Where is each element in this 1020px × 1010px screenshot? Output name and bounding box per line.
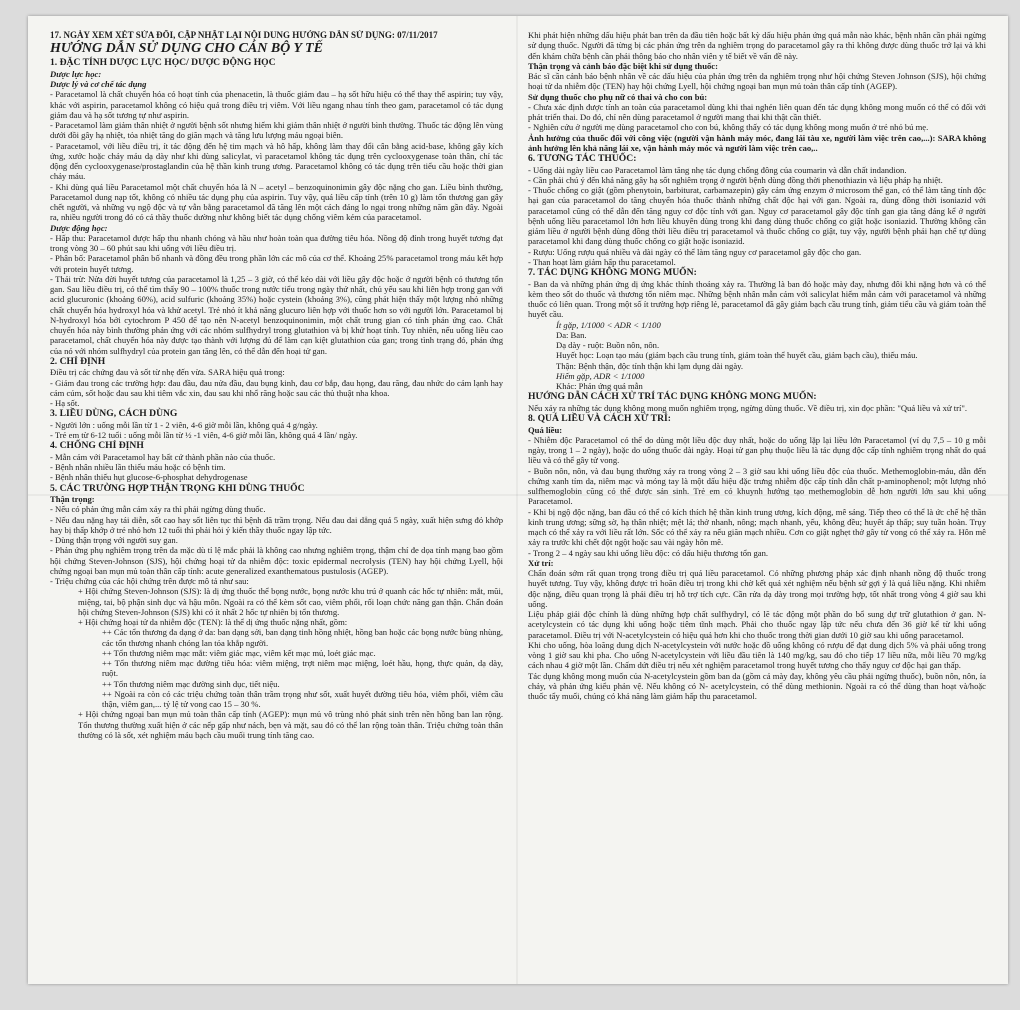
paragraph: - Than hoạt làm giảm hấp thu paracetamol. xyxy=(528,256,676,267)
subheading: Dược lý và cơ chế tác dụng xyxy=(50,79,147,89)
paragraph: - Khi dùng quá liều Paracetamol một chất chuyển hóa là N – acetyl – benzoquinonimin gây độc nặng cho gan. Liều bình thường, Paracetamol dung nạp tốt, không có nhiều tác dụng phụ của aspirin. Tuy vậy, quá liều cấp tính (trên 10 g) làm tổn thương gan gây chết người, và những vụ ngộ độc và tự vẫn bằng paracetamol đã tăng lên một cách đáng lo ngại trong những năm gần đây. Ngoài ra, nhiều người trong đó có cả thầy thuốc dường như không biết tác dụng chống viêm kém của paracetamol. xyxy=(50,181,503,223)
paragraph: - Bệnh nhân thiếu hụt glucose-6-phosphat dehydrogenase xyxy=(50,472,248,483)
paragraph: Thận: Bệnh thận, độc tính thận khi lạm dụng dài ngày. xyxy=(556,360,744,371)
paragraph: Hiếm gặp, ADR < 1/1000 xyxy=(556,370,645,381)
subheading: Xử trí: xyxy=(528,557,554,568)
paragraph: Khi cho uống, hòa loãng dung dịch N-acetylcystein với nước hoặc đồ uống không có rượu để đạt dung dịch 5% và phải uống trong vòng 1 giờ sau khi pha. Cho uống N-acetylcystein với liều đầu tiên là 140 mg/kg, sau đó cho tiếp 17 liều nữa, mỗi liều 70 mg/kg cách nhau 4 giờ một lần. Chấm dứt điều trị nếu xét nghiệm paracetamol trong huyết tương cho thấy nguy cơ độc hại gan thấp. xyxy=(528,639,986,671)
paragraph: Bác sĩ cần cảnh báo bệnh nhân về các dấu hiệu của phản ứng trên da nghiêm trọng như hội chứng Steven Johnson (SJS), hội chứng hoại tử da nhiễm độc (TEN) hay hội chứng Lyell, hội chứng ngoại ban mụn mủ toàn thân cấp tính (AGEP). xyxy=(528,71,986,92)
paragraph: + Hội chứng ngoại ban mụn mủ toàn thân cấp tính (AGEP): mụn mủ vô trùng nhỏ phát sinh trên nền hồng ban lan rộng. Tổn thương thường xuất hiện ở các nếp gấp như nách, bẹn và mặt, sau đó có thể lan rộng toàn thân. Triệu chứng toàn thân thường có là sốt, xét nghiệm máu bạch cầu muối trung tính tăng cao. xyxy=(78,709,503,740)
paragraph: - Paracetamol làm giảm thân nhiệt ở người bệnh sốt nhưng hiếm khi giảm thân nhiệt ở người bình thường. Thuốc tác động lên vùng dưới đồi gây hạ nhiệt, tỏa nhiệt tăng do giãn mạch và tăng lưu lượng máu ngoại biên. xyxy=(50,120,503,141)
paragraph: - Nhiễm độc Paracetamol có thể do dùng một liều độc duy nhất, hoặc do uống lặp lại liều lớn Paracetamol (ví dụ 7,5 – 10 g mỗi ngày, trong 1 – 2 ngày), hoặc do uống thuốc dài ngày. Hoại tử gan phụ thuộc liều là tác dụng độc cấp tính nghiêm trọng nhất do quá liều và có thể gây tử vong. xyxy=(528,434,986,466)
paragraph: - Chưa xác định được tính an toàn của paracetamol dùng khi thai nghén liên quan đến tác dụng không mong muốn có thể có đối với phát triển thai. Do đó, chỉ nên dùng paracetamol ở người mang thai khi thật cần thiết. xyxy=(528,101,986,122)
paragraph: ++ Các tổn thương đa dạng ở da: ban dạng sởi, ban dạng tinh hồng nhiệt, hồng ban hoặc các bọng nước bùng nhùng, các tổn thương nhanh chóng lan tỏa khắp người. xyxy=(102,627,503,648)
subheading: Ảnh hưởng của thuốc đối với công việc (người vận hành máy móc, đang lái tàu xe, người làm việc trên cao,...): SARA không ảnh hưởng lên khả năng lái xe, vận hành máy móc và người làm việc trên cao,.. xyxy=(528,132,986,153)
paragraph: Khác: Phản ứng quá mẫn xyxy=(556,381,643,391)
paragraph: - Nghiên cứu ở người mẹ dùng paracetamol cho con bú, không thấy có tác dụng không mong muốn ở trẻ nhỏ bú mẹ. xyxy=(528,122,929,133)
section-heading: 3. LIỀU DÙNG, CÁCH DÙNG xyxy=(50,408,178,420)
paragraph: - Dùng thận trọng với người suy gan. xyxy=(50,535,178,545)
paragraph: Huyết học: Loạn tạo máu (giảm bạch cầu trung tính, giảm toàn thể huyết cầu, giảm bạch cầu), thiếu máu. xyxy=(556,350,918,361)
subheading: Sử dụng thuốc cho phụ nữ có thai và cho con bú: xyxy=(528,91,708,102)
paragraph: Liệu pháp giải độc chính là dùng những hợp chất sulfhydryl, có lẽ tác động một phần do bổ sung dự trữ glutathion ở gan. N-acetylcystein có tác dụng khi uống hoặc tiêm tĩnh mạch. Phải cho thuốc ngay lập tức nếu chưa đến 36 giờ kể từ khi uống paracetamol. Điều trị với N-acetylcystein có hiệu quả hơn khi cho thuốc trong thời gian dưới 10 giờ sau khi uống paracetamol. xyxy=(528,609,986,640)
paragraph: - Giảm đau trong các trường hợp: đau đầu, đau nửa đầu, đau bụng kinh, đau cơ bắp, đau họng, đau răng, đau nhức do cảm lạnh hay cảm cúm, sốt hoặc đau sau khi tiêm vắc xin, đau sau khi nhổ răng hoặc sau các thủ thuật nha khoa. xyxy=(50,377,503,398)
paragraph: - Rượu: Uống rượu quá nhiều và dài ngày có thể làm tăng nguy cơ paracetamol gây độc cho gan. xyxy=(528,246,862,257)
paragraph: - Thuốc chống co giật (gồm phenytoin, barbiturat, carbamazepin) gây cảm ứng enzym ở microsom thể gan, có thể làm tăng tính độc hại gan của paracetamol do tăng chuyển hóa thuốc thành những chất độc hại với gan. Ngoài ra, dùng đồng thời isoniazid với paracetamol cũng có thể dẫn đến tăng nguy cơ độc tính với gan. Nguy cơ paracetamol gây độc tính gan gia tăng đáng kể ở người bệnh uống liều paracetamol lớn hơn liều khuyên dùng trong khi đang dùng thuốc chống co giật hoặc isoniazid. Thường không cần giảm liều ở người bệnh dùng đồng thời liều điều trị paracetamol và thuốc chống co giật, tuy vậy, người bệnh phải hạn chế tự dùng paracetamol khi đang dùng thuốc chống co giật hoặc isoniazid. xyxy=(528,185,986,247)
paragraph: Nếu xảy ra những tác dụng không mong muốn nghiêm trọng, ngừng dùng thuốc. Về điều trị, xin đọc phần: "Quá liều và xử trí". xyxy=(528,402,967,413)
paragraph: Chẩn đoán sớm rất quan trọng trong điều trị quá liều paracetamol. Có những phương pháp xác định nhanh nồng độ thuốc trong huyết tương. Tuy vậy, không được trì hoãn điều trị trong khi chờ kết quả xét nghiệm nếu bệnh sử gợi ý là quá liều nặng. Khi nhiễm độc nặng, điều quan trọng là phải điều trị hỗ trợ tích cực. Cần rửa dạ dày trong mọi trường hợp, tốt nhất trong vòng 4 giờ sau khi uống. xyxy=(528,568,986,609)
paragraph: - Người lớn : uống mỗi lần từ 1 - 2 viên, 4-6 giờ mỗi lần, không quá 4 g/ngày. xyxy=(50,419,318,430)
paragraph: Khi phát hiện những dấu hiệu phát ban trên da đầu tiên hoặc bất kỳ dấu hiệu phản ứng quá mẫn nào khác, bệnh nhân cần phải ngừng sử dụng thuốc. Người đã từng bị các phản ứng trên da nghiêm trọng do paracetamol gây ra thì không được dùng thuốc trở lại và khi đến khám chữa bệnh cần phải thông báo cho nhân viên y tế biết về vấn đề này. xyxy=(528,30,986,61)
right-column xyxy=(528,30,986,976)
paragraph: - Phân bố: Paracetamol phân bố nhanh và đồng đều trong phần lớn các mô của cơ thể. Khoảng 25% paracetamol trong máu kết hợp với protein huyết tương. xyxy=(50,253,503,274)
fold-line xyxy=(516,16,518,984)
section-heading: 5. CÁC TRƯỜNG HỢP THẬN TRỌNG KHI DÙNG THUỐC xyxy=(50,482,305,494)
paragraph: - Uống dài ngày liều cao Paracetamol làm tăng nhẹ tác dụng chống đông của coumarin và dẫn chất indandion. xyxy=(528,164,907,175)
paragraph: - Mẫn cảm với Paracetamol hay bất cứ thành phần nào của thuốc. xyxy=(50,451,276,462)
subheading: Thận trọng và cảnh báo đặc biệt khi sử dụng thuốc: xyxy=(528,60,718,71)
paragraph: ++ Tổn thương niêm mạc đường sinh dục, tiết niệu. xyxy=(102,678,280,689)
paragraph: Ít gặp, 1/1000 < ADR < 1/100 xyxy=(556,319,661,330)
section-heading: 1. ĐẶC TÍNH DƯỢC LỰC HỌC/ DƯỢC ĐỘNG HỌC xyxy=(50,57,276,69)
paragraph: + Hội chứng hoại tử da nhiễm độc (TEN): là thể dị ứng thuốc nặng nhất, gồm: xyxy=(78,617,348,627)
paragraph: Tác dụng không mong muốn của N-acetylcystein gồm ban da (gồm cả mày đay, không yêu cầu phải ngừng thuốc), buồn nôn, nôn, ỉa chảy, và phản ứng kiểu phản vệ. Nếu không có N- acetylcystein, có thể dùng methionin. Ngoài ra có thể dùng than hoạt và/hoặc thuốc tẩy muối, chúng có khả năng làm giảm hấp thu paracetamol. xyxy=(528,670,986,701)
paragraph: - Hấp thu: Paracetamol được hấp thu nhanh chóng và hầu như hoàn toàn qua đường tiêu hóa. Nồng độ đỉnh trong huyết tương đạt trong vòng 30 – 60 phút sau khi uống với liều điều trị. xyxy=(50,232,503,253)
document-title: HƯỚNG DẪN SỬ DỤNG CHO CÁN BỘ Y TẾ xyxy=(50,41,323,57)
paragraph: - Bệnh nhân nhiều lần thiếu máu hoặc có bệnh tim. xyxy=(50,462,226,472)
paragraph: - Triệu chứng của các hội chứng trên được mô tả như sau: xyxy=(50,576,249,586)
paragraph: - Thải trừ: Nửa đời huyết tương của paracetamol là 1,25 – 3 giờ, có thể kéo dài với liều gây độc hoặc ở người bệnh có thương tổn gan. Sau liều điều trị, có thể tìm thấy 90 – 100% thuốc trong nước tiểu trong ngày thứ nhất, chủ yếu sau khi liên hợp trong gan với acid glucuronic (khoảng 60%), acid sulfuric (khoảng 35%) hoặc cystein (khoảng 3%), cũng phát hiện thấy một lượng nhỏ những chất chuyển hóa hydroxyl hóa và khử acetyl. Trẻ nhỏ ít khả năng glucuro liên hợp với thuốc hơn so với người lớn. Paracetamol bị N-hydroxyl hóa bởi cytochrom P 450 để tạo nên N-acetyl benzoquinonimin, một chất trung gian có tính phản ứng cao. Chất chuyển hóa này bình thường phản ứng với các nhóm sulfhydryl trong glutathion và bị khử hoạt tính. Tuy nhiên, nếu uống liều cao paracetamol, chất chuyển hóa này được tạo thành với lượng đủ để làm cạn kiệt glutathion của gan; trong tình trạng đó, phản ứng của nó với nhóm sulfhydryl của protein gan tăng lên, có thể dẫn đến hoại tử gan. xyxy=(50,273,503,356)
paragraph: - Khi bị ngộ độc nặng, ban đầu có thể có kích thích hệ thần kinh trung ương, kích động, mê sảng. Tiếp theo có thể là ức chế hệ thần kinh trung ương; sững sờ, hạ thân nhiệt; mệt lả; thở nhanh, nông; mạch nhanh, yếu, không đều; huyết áp thấp; suy tuần hoàn. Trụy mạch có thể xảy ra với liều rất lớn. Sốc có thể xảy ra nếu giãn mạch nhiều. Cơn co giật nghẹt thở gây tử vong có thể xảy ra. Hôn mê xảy ra trước khi chết đột ngột hoặc sau vài ngày hôn mê. xyxy=(528,506,986,548)
section-heading: 7. TÁC DỤNG KHÔNG MONG MUỐN: xyxy=(528,267,697,278)
section-heading: 6. TƯƠNG TÁC THUỐC: xyxy=(528,153,637,164)
paragraph: - Buồn nôn, nôn, và đau bụng thường xảy ra trong vòng 2 – 3 giờ sau khi uống liều độc của thuốc. Methemoglobin-máu, dẫn đến chứng xanh tím da, niêm mạc và móng tay là một dấu hiệu đặc trưng nhiễm độc cấp tính dẫn chất p-aminophenol; một lượng nhỏ sulfhemoglobin cũng có thể được sản sinh. Trẻ em có khuynh hướng tạo methemoglobin dễ hơn người lớn sau khi uống Paracetamol. xyxy=(528,465,986,507)
paragraph: ++ Ngoài ra còn có các triệu chứng toàn thân trầm trọng như sốt, xuất huyết đường tiêu hóa, viêm phổi, viêm cầu thận, viêm gan,... tỷ lệ tử vong cao 15 – 30 %. xyxy=(102,688,503,709)
paragraph: + Hội chứng Steven-Johnson (SJS): là dị ứng thuốc thể bọng nước, bọng nước khu trú ở quanh các hốc tự nhiên: mắt, mũi, miệng, tai, bộ phận sinh dục và hậu môn. Ngoài ra có thể kèm sốt cao, viêm phổi, rối loạn chức năng gan thận. Chẩn đoán hội chứng Steven-Johnson (SJS) khi có ít nhất 2 hốc tự nhiên bị tổn thương. xyxy=(78,586,503,617)
paragraph: - Phản ứng phụ nghiêm trọng trên da mặc dù tỉ lệ mắc phải là không cao nhưng nghiêm trọng, thậm chí đe dọa tính mạng bao gồm hội chứng Steven-Johnson (SJS), hội chứng hoại tử da nhiễm độc: toxic epidermal necrolysis (TEN) hay hội chứng Lyell, hội chứng ngoại ban mụn mủ toàn thân cấp tính: acute generalized exanthematous pustulosis (AGEP). xyxy=(50,545,503,576)
left-column-body xyxy=(50,57,503,740)
update-date-line: 17. NGÀY XEM XÉT SỬA ĐỔI, CẬP NHẬT LẠI NỘI DUNG HƯỚNG DẪN SỬ DỤNG: 07/11/2017 xyxy=(50,30,438,40)
paragraph: Dạ dày - ruột: Buồn nôn, nôn. xyxy=(556,340,660,350)
subheading: Dược động học: xyxy=(50,222,108,233)
right-column-body xyxy=(528,30,986,701)
paragraph: - Paracetamol, với liều điều trị, ít tác động đến hệ tim mạch và hô hấp, không làm thay đổi cân bằng acid-base, không gây kích ứng, xước hoặc chảy máu dạ dày như khi dùng salicylat, vì paracetamol không tác dụng trên cyclooxygenase toàn thân, chỉ tác động đến cyclooxygenase/prostaglandin của hệ thần kinh trung ương. Paracetamol không có tác dụng trên tiểu cầu hoặc thời gian chảy máu. xyxy=(50,140,503,182)
paragraph: Da: Ban. xyxy=(556,329,587,340)
subheading: Dược lực học: xyxy=(50,68,102,79)
subheading: Quá liều: xyxy=(528,424,563,435)
paragraph: - Cần phải chú ý đến khả năng gây hạ sốt nghiêm trọng ở người bệnh dùng đồng thời phenothiazin và liệu pháp hạ nhiệt. xyxy=(528,174,943,185)
subheading: Thận trọng: xyxy=(50,494,95,504)
section-heading: HƯỚNG DẪN CÁCH XỬ TRÍ TÁC DỤNG KHÔNG MONG MUỐN: xyxy=(528,391,817,403)
paragraph: ++ Tổn thương niêm mạc mắt: viêm giác mạc, viêm kết mạc mủ, loét giác mạc. xyxy=(102,647,376,658)
paragraph: - Hạ sốt. xyxy=(50,398,80,408)
paragraph: - Trẻ em từ 6-12 tuổi : uống mỗi lần từ ½ -1 viên, 4-6 giờ mỗi lần, không quá 4 lần/ ngày. xyxy=(50,430,358,440)
paragraph: ++ Tổn thương niêm mạc đường tiêu hóa: viêm miệng, trợt niêm mạc miệng, loét hầu, họng, thực quản, dạ dày, ruột. xyxy=(102,658,503,679)
paragraph: - Nếu đau nặng hay tái diễn, sốt cao hay sốt liên tục thì bệnh đã trầm trọng. Nếu đau dai dẳng quá 5 ngày, xuất hiện sưng đỏ khớp hay bị thấp khớp ở trẻ nhỏ hơn 12 tuổi thì phải hỏi ý kiến thầy thuốc ngay lập tức. xyxy=(50,514,503,535)
section-heading: 4. CHỐNG CHỈ ĐỊNH xyxy=(50,440,144,452)
paragraph: Điều trị các chứng đau và sốt từ nhẹ đến vừa. SARA hiệu quả trong: xyxy=(50,367,285,378)
paragraph: - Nếu có phản ứng mẫn cảm xảy ra thì phải ngừng dùng thuốc. xyxy=(50,504,266,515)
paragraph: - Trong 2 – 4 ngày sau khi uống liều độc: có dấu hiệu thương tổn gan. xyxy=(528,547,769,558)
section-heading: 2. CHỈ ĐỊNH xyxy=(50,355,106,367)
leaflet-sheet xyxy=(28,16,1008,984)
section-heading: 8. QUÁ LIỀU VÀ CÁCH XỬ TRÍ: xyxy=(528,413,671,424)
paragraph: - Ban da và những phản ứng dị ứng khác thỉnh thoảng xảy ra. Thường là ban đỏ hoặc mày đay, nhưng đôi khi nặng hơn và có thể kèm theo sốt do thuốc và thương tổn niêm mạc. Những bệnh nhân mẫn cảm với salicylat hiếm mẫn cảm với paracetamol và những thuốc có liên quan. Trong một số ít trường hợp riêng lẻ, paracetamol đã gây giảm bạch cầu trung tính, giảm tiểu cầu và giảm toàn thể huyết cầu. xyxy=(528,278,986,320)
left-column xyxy=(50,30,503,976)
paragraph: - Paracetamol là chất chuyển hóa có hoạt tính của phenacetin, là thuốc giảm đau – hạ sốt hữu hiệu có thể thay thế aspirin; tuy vậy, khác với aspirin, paracetamol không có hiệu quả trong điều trị viêm. Với liều ngang nhau tính theo gam, paracetamol có tác dụng giảm đau và hạ sốt tương tự như aspirin. xyxy=(50,89,503,120)
